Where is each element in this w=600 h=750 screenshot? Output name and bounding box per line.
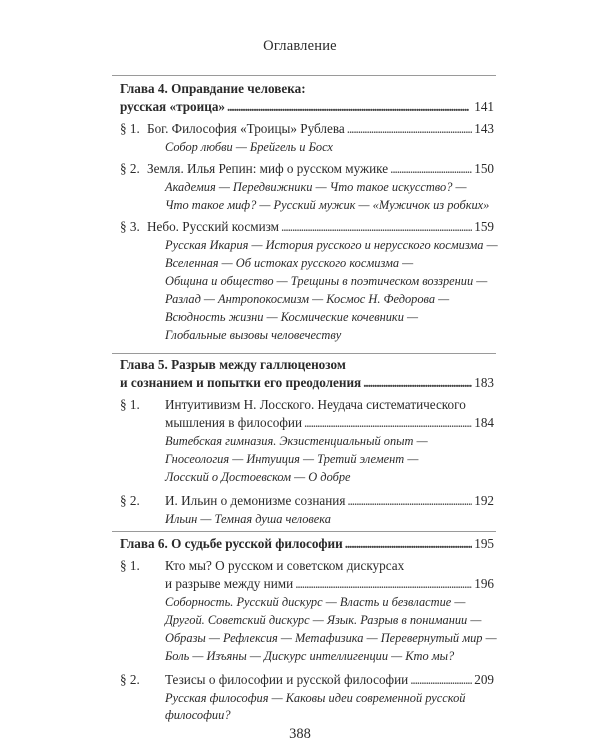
dot-leader [227, 98, 472, 116]
dot-leader [295, 575, 472, 593]
chapter-4-title: Глава 4. Оправдание человека: [120, 81, 306, 96]
section-number: § 2. [120, 493, 140, 508]
section-topics: Собор любви — Брейгель и Босх [165, 140, 333, 154]
page-ref: 143 [474, 121, 494, 136]
dot-leader [390, 160, 472, 178]
page-ref: 159 [474, 219, 494, 234]
chapter-4-section-1[interactable] [147, 120, 494, 138]
chapter-6-section-2[interactable] [165, 671, 494, 689]
section-topics: Русская Икария — История русского и нерусского космизма — [165, 238, 498, 252]
dot-leader [304, 414, 472, 432]
section-topics: Образы — Рефлексия — Метафизика — Перевернутый мир — [165, 631, 497, 645]
section-title: Земля. Илья Репин: миф о русском мужике [147, 161, 389, 176]
section-topics: Община и общество — Трещины в поэтическом воззрении — [165, 274, 488, 288]
section-number: § 1. [120, 121, 140, 136]
page-ref: 183 [474, 375, 494, 390]
page-ref: 150 [474, 161, 494, 176]
page-ref: 141 [474, 99, 494, 114]
chapter-6-entry[interactable] [120, 535, 494, 553]
dot-leader [347, 120, 472, 138]
page-ref: 209 [474, 672, 494, 687]
section-topics: Русская философия — Каковы идеи современной русской [165, 691, 466, 705]
section-title: Бог. Философия «Троицы» Рублева [147, 121, 345, 136]
page-ref: 184 [474, 415, 494, 430]
section-number: § 2. [120, 161, 140, 176]
section-topics: философии? [165, 708, 231, 722]
chapter-5-title: Глава 5. Разрыв между галлюценозом [120, 357, 346, 372]
chapter-4-section-3[interactable] [147, 218, 494, 236]
dot-leader [363, 374, 472, 392]
dot-leader [410, 671, 472, 689]
page-header: Оглавление [263, 38, 337, 54]
section-title: Небо. Русский космизм [147, 219, 280, 234]
section-number: § 2. [120, 672, 140, 687]
section-title: Тезисы о философии и русской философии [165, 672, 409, 687]
section-number: § 1. [120, 397, 140, 412]
chapter-6-title: Глава 6. О судьбе русской философии [120, 536, 343, 551]
section-topics: Витебская гимназия. Экзистенциальный опыт — [165, 434, 428, 448]
section-topics: Другой. Советский дискурс — Язык. Разрыв в понимании — [165, 613, 482, 627]
section-title: Кто мы? О русском и советском дискурсах [165, 558, 405, 573]
chapter-divider [112, 75, 496, 76]
section-topics: Вселенная — Об истоках русского космизма — [165, 256, 414, 270]
chapter-4-title-cont: русская «троица» [120, 99, 226, 114]
section-topics: Академия — Передвижники — Что такое искусство? — [165, 180, 467, 194]
chapter-5-title-cont: и сознанием и попытки его преодоления [120, 375, 362, 390]
section-topics: Лосский о Достоевском — О добре [165, 470, 351, 484]
chapter-6-section-1[interactable] [165, 575, 494, 593]
page-ref: 196 [474, 576, 494, 591]
chapter-divider [112, 353, 496, 354]
section-number: § 1. [120, 558, 140, 573]
chapter-5-section-1[interactable] [165, 414, 494, 432]
section-title-cont: мышления в философии [165, 415, 303, 430]
chapter-4-entry[interactable] [120, 98, 494, 116]
section-title-cont: и разрыве между ними [165, 576, 294, 591]
chapter-5-section-2[interactable] [165, 492, 494, 510]
page-ref: 195 [474, 536, 494, 551]
chapter-4-section-2[interactable] [147, 160, 494, 178]
section-topics: Всюдность жизни — Космические кочевники — [165, 310, 419, 324]
dot-leader [281, 218, 472, 236]
chapter-divider [112, 531, 496, 532]
chapter-5-entry[interactable] [120, 374, 494, 392]
section-topics: Глобальные вызовы человечеству [165, 328, 342, 342]
page-number: 388 [289, 726, 311, 742]
section-topics: Боль — Изъяны — Дискурс интеллигенции — Кто мы? [165, 649, 455, 663]
dot-leader [347, 492, 472, 510]
section-title: Интуитивизм Н. Лосского. Неудача систематического [165, 397, 466, 412]
section-topics: Гносеология — Интуиция — Третий элемент — [165, 452, 419, 466]
section-number: § 3. [120, 219, 140, 234]
section-topics: Разлад — Антропокосмизм — Космос Н. Федорова — [165, 292, 450, 306]
section-topics: Соборность. Русский дискурс — Власть и безвластие — [165, 595, 466, 609]
section-topics: Ильин — Темная душа человека [165, 512, 331, 526]
page-ref: 192 [474, 493, 494, 508]
section-title: И. Ильин о демонизме сознания [165, 493, 346, 508]
section-topics: Что такое миф? — Русский мужик — «Мужичок из робких» [165, 198, 490, 212]
dot-leader [345, 535, 472, 553]
